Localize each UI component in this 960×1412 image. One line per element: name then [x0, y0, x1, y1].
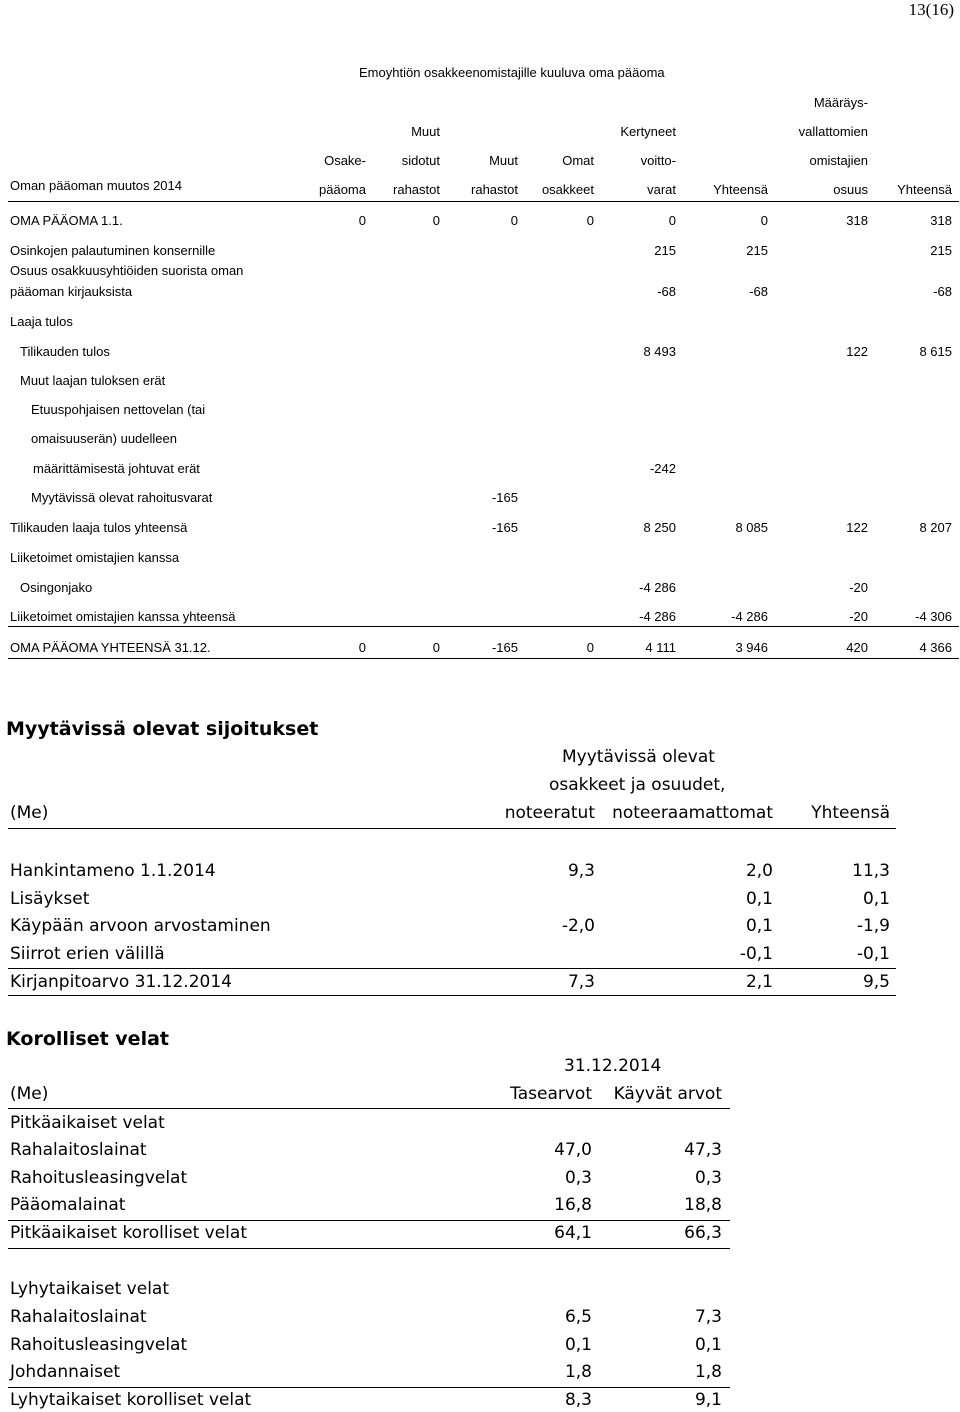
debts-unit: (Me): [10, 1084, 49, 1104]
table-cell: 0: [358, 213, 366, 228]
investments-total-divider-bottom: [8, 995, 896, 996]
table-cell: 3 946: [735, 640, 768, 655]
table-cell: 0: [358, 640, 366, 655]
table-cell: 0: [586, 213, 594, 228]
group-header: Emoyhtiön osakkeenomistajille kuuluva oma pääoma: [359, 65, 665, 80]
investment-cell: 11,3: [852, 861, 890, 881]
table-cell: 8 615: [919, 344, 952, 359]
col-header-total-1: Yhteensä: [713, 182, 768, 197]
table-row-label: Muut laajan tuloksen erät: [20, 373, 166, 388]
table-cell: 0: [586, 640, 594, 655]
investment-cell: -2,0: [561, 916, 595, 936]
debts-date: 31.12.2014: [564, 1056, 662, 1076]
col-header-share-capital: Osake- pääoma: [319, 153, 366, 197]
table-cell: 8 493: [643, 344, 676, 359]
table-row-label: Liiketoimet omistajien kanssa yhteensä: [10, 609, 236, 624]
debt-cell: 64,1: [554, 1223, 592, 1243]
investments-total-divider-top: [8, 968, 896, 969]
debts-heading: Korolliset velat: [6, 1028, 169, 1050]
debt-cell: 8,3: [564, 1390, 592, 1410]
table-cell: 215: [930, 243, 952, 258]
table-row-label: omaisuuserän) uudelleen: [31, 431, 177, 446]
debt-row-label: Pitkäaikaiset korolliset velat: [10, 1223, 247, 1243]
investment-cell: 0,1: [862, 889, 890, 909]
table-cell: -68: [657, 284, 676, 299]
table-cell: -4 306: [915, 609, 952, 624]
table-cell: -20: [849, 609, 868, 624]
col-header-own-shares: Omat osakkeet: [541, 153, 594, 197]
debts-header-divider: [8, 1108, 730, 1109]
debts-short-total-divider-top: [8, 1387, 730, 1388]
debt-cell: 47,3: [684, 1140, 722, 1160]
table-cell: 318: [846, 213, 868, 228]
table-cell: 8 085: [735, 520, 768, 535]
table-cell: 8 207: [919, 520, 952, 535]
investment-row-label: Kirjanpitoarvo 31.12.2014: [10, 972, 232, 992]
debt-row-label: Pitkäaikaiset velat: [10, 1113, 165, 1133]
debt-row-label: Johdannaiset: [10, 1362, 121, 1382]
debts-col-book: Tasearvot: [510, 1084, 592, 1104]
investment-row-label: Käypään arvoon arvostaminen: [10, 916, 271, 936]
investment-row-label: Lisäykset: [10, 889, 90, 909]
debt-row-label: Lyhytaikaiset velat: [10, 1279, 170, 1299]
investment-cell: 9,3: [567, 861, 595, 881]
table-cell: 0: [432, 213, 440, 228]
table-cell: -4 286: [639, 580, 676, 595]
debt-cell: 16,8: [554, 1195, 592, 1215]
investments-col-total: Yhteensä: [811, 803, 890, 823]
table-row-label: Tilikauden tulos: [20, 344, 110, 359]
table-cell: 215: [654, 243, 676, 258]
table-row-label: Osuus osakkuusyhtiöiden suorista oman: [10, 263, 244, 278]
table-cell: 0: [668, 213, 676, 228]
investments-col-group-line2: osakkeet ja osuudet,: [549, 775, 726, 795]
debt-cell: 47,0: [554, 1140, 592, 1160]
debt-cell: 9,1: [694, 1390, 722, 1410]
investment-cell: 9,5: [862, 972, 890, 992]
table-cell: -68: [749, 284, 768, 299]
page-number: 13(16): [908, 0, 954, 19]
investment-cell: 2,1: [745, 972, 773, 992]
table-cell: 215: [746, 243, 768, 258]
table-cell: 122: [846, 344, 868, 359]
totals-divider-bottom: [8, 658, 959, 659]
debts-long-total-divider-bottom: [8, 1248, 730, 1249]
debt-cell: 1,8: [694, 1362, 722, 1382]
table-cell: 8 250: [643, 520, 676, 535]
table-row-label: OMA PÄÄOMA YHTEENSÄ 31.12.: [10, 640, 211, 655]
investments-col-group-line1: Myytävissä olevat: [562, 747, 715, 767]
investments-header-divider: [8, 828, 896, 829]
investment-row-label: Hankintameno 1.1.2014: [10, 861, 216, 881]
col-header-other-restricted: Muut sidotut rahastot: [393, 124, 440, 197]
table-cell: 318: [930, 213, 952, 228]
col-header-minority: Määräys- vallattomien omistajien osuus: [798, 95, 868, 197]
table-row-label: Laaja tulos: [10, 314, 73, 329]
table-row-label: OMA PÄÄOMA 1.1.: [10, 213, 123, 228]
table-cell: 0: [432, 640, 440, 655]
debt-cell: 0,1: [564, 1335, 592, 1355]
col-header-total-2: Yhteensä: [897, 182, 952, 197]
table-cell: -242: [649, 461, 676, 476]
table-cell: 122: [846, 520, 868, 535]
table-cell: 0: [760, 213, 768, 228]
table-cell: -68: [933, 284, 952, 299]
debt-row-label: Pääomalainat: [10, 1195, 126, 1215]
table-cell: -165: [491, 640, 518, 655]
investment-row-label: Siirrot erien välillä: [10, 944, 165, 964]
table-row-label: pääoman kirjauksista: [10, 284, 133, 299]
investments-col-listed: noteeratut: [504, 803, 595, 823]
table-row-label: Etuuspohjaisen nettovelan (tai: [31, 402, 206, 417]
table-row-label: Tilikauden laaja tulos yhteensä: [10, 520, 188, 535]
table-row-label: Osinkojen palautuminen konsernille: [10, 243, 216, 258]
debt-cell: 18,8: [684, 1195, 722, 1215]
table-cell: -20: [849, 580, 868, 595]
table-cell: -165: [491, 490, 518, 505]
debt-cell: 7,3: [694, 1307, 722, 1327]
investment-cell: 0,1: [745, 889, 773, 909]
debt-cell: 1,8: [564, 1362, 592, 1382]
table-cell: -4 286: [731, 609, 768, 624]
debts-col-fair: Käyvät arvot: [613, 1084, 722, 1104]
debt-row-label: Rahoitusleasingvelat: [10, 1168, 188, 1188]
table-cell: 4 111: [645, 640, 676, 655]
debt-row-label: Rahoitusleasingvelat: [10, 1335, 188, 1355]
debt-cell: 0,3: [564, 1168, 592, 1188]
debt-cell: 0,1: [694, 1335, 722, 1355]
table-row-label: Liiketoimet omistajien kanssa: [10, 550, 180, 565]
debt-row-label: Rahalaitoslainat: [10, 1140, 147, 1160]
table-cell: -4 286: [639, 609, 676, 624]
debt-cell: 0,3: [694, 1168, 722, 1188]
debts-long-total-divider-top: [8, 1220, 730, 1221]
table-row-label: Osingonjako: [20, 580, 93, 595]
table-cell: 420: [846, 640, 868, 655]
debt-cell: 66,3: [684, 1223, 722, 1243]
investment-cell: 2,0: [745, 861, 773, 881]
debt-row-label: Lyhytaikaiset korolliset velat: [10, 1390, 252, 1410]
col-header-other-funds: Muut rahastot: [471, 153, 518, 197]
investment-cell: 0,1: [745, 916, 773, 936]
table-row-label: Myytävissä olevat rahoitusvarat: [31, 490, 213, 505]
col-header-retained-earnings: Kertyneet voitto- varat: [620, 124, 676, 197]
table-row-label: määrittämisestä johtuvat erät: [33, 461, 200, 476]
debt-cell: 6,5: [564, 1307, 592, 1327]
investments-col-unlisted: noteeraamattomat: [612, 803, 773, 823]
investment-cell: -0,1: [856, 944, 890, 964]
investment-cell: -0,1: [739, 944, 773, 964]
table-cell: -165: [491, 520, 518, 535]
investment-cell: -1,9: [856, 916, 890, 936]
debt-row-label: Rahalaitoslainat: [10, 1307, 147, 1327]
investments-heading: Myytävissä olevat sijoitukset: [6, 718, 319, 740]
table-title: Oman pääoman muutos 2014: [10, 178, 182, 193]
table-cell: 4 366: [919, 640, 952, 655]
table-cell: 0: [510, 213, 518, 228]
header-divider: [8, 201, 959, 202]
totals-divider-top: [8, 626, 959, 627]
investment-cell: 7,3: [567, 972, 595, 992]
investments-unit: (Me): [10, 803, 49, 823]
